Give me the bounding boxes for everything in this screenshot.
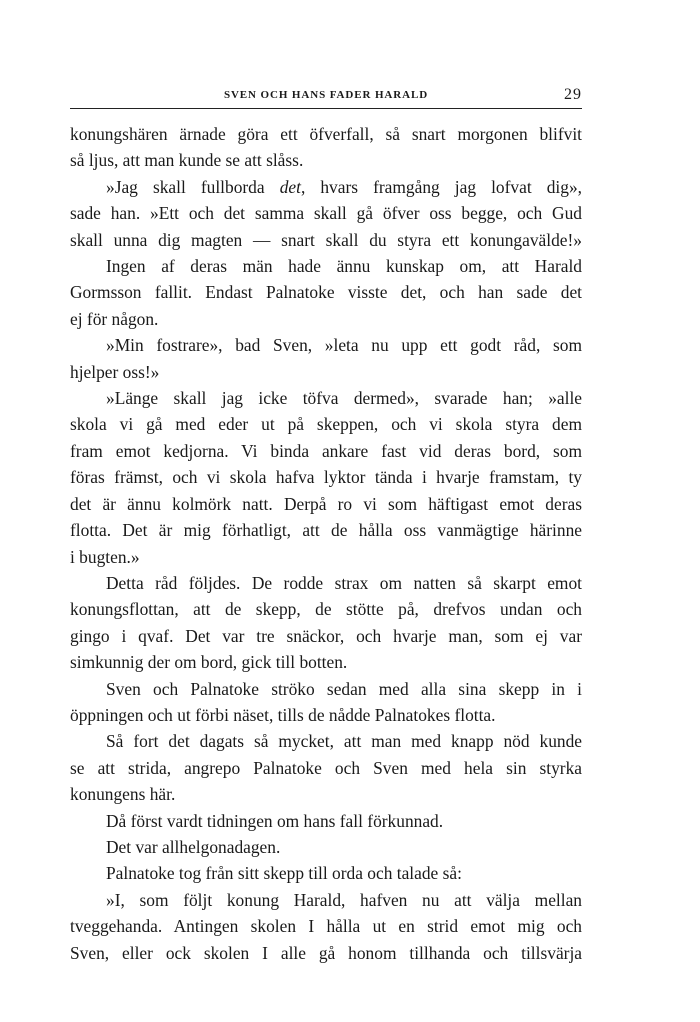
text-line: konungshären ärnade göra ett öfverfall, så snart morgonen blifvit [70,124,582,144]
text-line: Sven och Palnatoke ströko sedan med alla sina skepp in i [106,678,582,699]
text-line: Så fort det dagats så mycket, att man med knapp nöd kunde [106,731,582,752]
text-line: »Min fostrare», bad Sven, »leta nu upp ett godt råd, som [106,335,582,356]
text-line: ej för någon. [70,308,159,329]
text-line: skall unna dig magten — snart skall du styra ett konungavälde!» [70,229,582,250]
text-line: sade han. »Ett och det samma skall gå öfver oss begge, och Gud [70,203,582,224]
text-line: »I, som följt konung Harald, hafven nu att välja mellan [106,889,582,910]
text-line: det är ännu kolmörk natt. Derpå ro vi som häftigast emot deras [70,493,582,514]
text-segment: »Jag skall fullborda [106,176,265,197]
running-head [70,86,582,109]
text-line: simkunnig der om bord, gick till botten. [70,652,348,673]
text-line: så ljus, att man kunde se att slåss. [70,150,304,171]
text-line: Palnatoke tog från sitt skepp till orda och talade så: [106,863,462,884]
text-line: öppningen och ut förbi näset, tills de nådde Palnatokes flotta. [70,704,496,725]
text-line: tveggehanda. Antingen skolen I hålla ut en strid emot mig och [70,916,582,937]
text-line: Detta råd följdes. De rodde strax om natten så skarpt emot [106,572,582,593]
running-title: SVEN OCH HANS FADER HARALD [223,89,429,101]
text-segment: , hvars framgång jag lofvat dig», [300,176,582,197]
text-line: i bugten.» [70,546,140,567]
text-line: konungens här. [70,784,176,805]
body-text [70,121,582,966]
italic-word: det [279,176,301,197]
text-line: fram emot kedjorna. Vi binda ankare fast vid deras bord, som [70,440,582,461]
text-line: konungsflottan, att de skepp, de stötte på, drefvos undan och [70,599,582,620]
text-line: se att strida, angrepo Palnatoke och Sven med hela sin styrka [70,757,582,778]
text-line: hjelper oss!» [70,361,160,382]
text-line: Det var allhelgonadagen. [106,836,281,857]
text-line: Gormsson fallit. Endast Palnatoke visste det, och han sade det [70,282,582,303]
page-number: 29 [564,86,582,103]
text-line [70,174,582,200]
text-line: »Länge skall jag icke töfva dermed», svarade han; »alle [106,388,582,409]
text-line: flotta. Det är mig förhatligt, att de hålla oss vanmägtige härinne [70,520,582,541]
text-line: Då först vardt tidningen om hans fall förkunnad. [106,810,444,831]
text-line: gingo i qvaf. Det var tre snäckor, och hvarje man, som ej var [70,625,582,646]
text-line: Ingen af deras män hade ännu kunskap om, att Harald [106,256,582,277]
text-line: föras främst, och vi skola hafva lyktor tända i hvarje framstam, ty [70,467,582,488]
text-line: Sven, eller ock skolen I alle gå honom tillhanda och tillsvärja [70,942,582,963]
text-line: skola vi gå med eder ut på skeppen, och vi skola styra dem [70,414,582,435]
